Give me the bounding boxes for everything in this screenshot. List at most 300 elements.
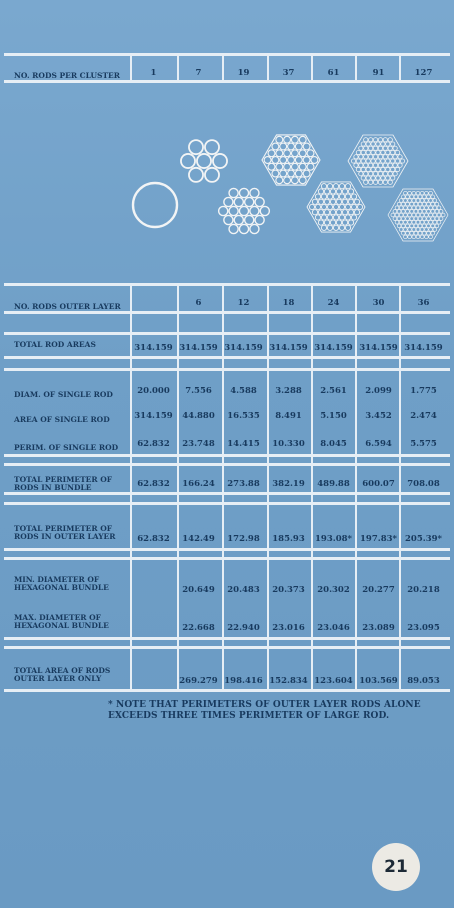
rod-circle: [404, 235, 408, 239]
rod-circle: [373, 180, 377, 184]
rod-circle: [291, 136, 298, 143]
rod-circle: [410, 231, 414, 235]
rod-circle: [288, 170, 295, 177]
rod-circle: [345, 184, 350, 189]
cell: 166.24: [182, 479, 215, 489]
rod-circle: [339, 204, 344, 209]
rod-circle: [295, 143, 302, 150]
cell: 8.491: [275, 411, 302, 421]
rod-circle: [388, 146, 392, 150]
rod-circle: [342, 210, 347, 215]
rod-circle: [224, 197, 233, 206]
rod-circle: [391, 176, 395, 180]
rod-circle: [276, 163, 283, 170]
rod-circle: [373, 172, 377, 176]
cell: 20.000: [137, 386, 170, 396]
cell: 4.588: [230, 386, 257, 396]
rod-circle: [356, 167, 360, 171]
rod-circle: [345, 215, 350, 220]
rod-circle: [368, 172, 372, 176]
rod-circle: [371, 142, 375, 146]
cell: 7.556: [185, 386, 212, 396]
rod-circle: [408, 228, 412, 232]
cell: 62.832: [137, 534, 170, 544]
rod-circle: [368, 138, 372, 142]
rod-circle: [401, 195, 405, 199]
rod-circle: [342, 189, 347, 194]
rod-circle: [425, 206, 429, 210]
rod-circle: [361, 176, 365, 180]
rod-circle: [418, 210, 422, 214]
rod-circle: [378, 180, 382, 184]
rod-circle: [418, 195, 422, 199]
cell: 198.416: [224, 676, 263, 686]
rod-circle: [416, 206, 420, 210]
rod-circle: [356, 159, 360, 163]
cell: 12: [237, 298, 250, 308]
rod-circle: [359, 163, 363, 167]
rod-circle: [333, 225, 338, 230]
rod-circle: [318, 199, 323, 204]
rod-circle: [250, 188, 259, 197]
rod-circle: [373, 155, 377, 159]
row-label: AREA OF SINGLE ROD: [14, 415, 110, 424]
cell: 3.288: [275, 386, 302, 396]
rod-circle: [354, 210, 359, 215]
rod-circle: [345, 194, 350, 199]
cell: 382.19: [272, 479, 305, 489]
rod-circle: [412, 213, 416, 217]
rod-circle: [404, 206, 408, 210]
cell: 123.604: [314, 676, 353, 686]
rod-circle: [401, 202, 405, 206]
cell: 314.159: [134, 343, 173, 353]
rod-circle: [364, 146, 368, 150]
rod-circle: [441, 213, 445, 217]
rule: [4, 356, 450, 359]
header-19: 19: [237, 68, 250, 78]
rod-circle: [318, 220, 323, 225]
rod-circle: [376, 159, 380, 163]
rod-circle: [327, 215, 332, 220]
cell: 89.053: [407, 676, 440, 686]
rod-circle: [351, 215, 356, 220]
rod-circle: [410, 224, 414, 228]
rod-circle: [321, 204, 326, 209]
rod-circle: [364, 172, 368, 176]
cell: 16.535: [227, 411, 260, 421]
rod-circle: [376, 150, 380, 154]
rod-circle: [388, 180, 392, 184]
cell: 142.49: [182, 534, 215, 544]
rod-circle: [416, 191, 420, 195]
rod-circle: [239, 224, 248, 233]
rod-circle: [431, 202, 435, 206]
rod-circle: [368, 163, 372, 167]
rod-circle: [288, 157, 295, 164]
rod-circle: [397, 224, 401, 228]
cell: 23.089: [362, 623, 395, 633]
rod-circle: [412, 220, 416, 224]
rod-circle: [433, 220, 437, 224]
cell: 22.668: [182, 623, 215, 633]
rod-circle: [435, 202, 439, 206]
rod-circle: [414, 217, 418, 221]
footnote: * NOTE THAT PERIMETERS OF OUTER LAYER RODS ALONE EXCEEDS THREE TIMES PERIMETER OF LARGE ROD.: [108, 700, 421, 721]
cell: 708.08: [407, 479, 440, 489]
rod-circle: [433, 228, 437, 232]
rod-circle: [250, 224, 259, 233]
rod-circle: [234, 197, 243, 206]
row-label: TOTAL ROD AREAS: [14, 340, 96, 349]
rule: [4, 80, 450, 83]
cell: 193.08*: [315, 534, 352, 544]
cell: 314.159: [314, 343, 353, 353]
rod-circle: [397, 210, 401, 214]
rod-circle: [376, 167, 380, 171]
rod-circle: [376, 142, 380, 146]
rod-circle: [219, 206, 228, 215]
rod-circle: [315, 204, 320, 209]
cell: 314.159: [224, 343, 263, 353]
rod-circle: [414, 202, 418, 206]
rod-circle: [418, 231, 422, 235]
rod-circle: [418, 224, 422, 228]
cell: 8.045: [320, 439, 347, 449]
rod-circle: [431, 195, 435, 199]
cell: 23.748: [182, 439, 215, 449]
rule: [4, 689, 450, 692]
rod-circle: [295, 157, 302, 164]
rod-circle: [418, 217, 422, 221]
rod-circle: [408, 220, 412, 224]
rod-circle: [280, 170, 287, 177]
rod-circle: [393, 172, 397, 176]
cell: 22.940: [227, 623, 260, 633]
rod-circle: [264, 157, 271, 164]
rod-circle: [386, 150, 390, 154]
rod-circle: [373, 138, 377, 142]
rod-circle: [295, 170, 302, 177]
rule: [4, 311, 450, 314]
header-1: 1: [150, 68, 157, 78]
rod-circle: [422, 224, 426, 228]
rod-circle: [406, 217, 410, 221]
rod-bundle-diagram: [120, 125, 450, 250]
rod-circle: [433, 213, 437, 217]
rod-circle: [354, 163, 358, 167]
rod-circle: [327, 204, 332, 209]
rod-circle: [307, 163, 314, 170]
rod-circle: [383, 155, 387, 159]
header-row: [4, 56, 450, 80]
rod-circle: [406, 231, 410, 235]
rod-circle: [383, 138, 387, 142]
rod-circle: [327, 194, 332, 199]
cell: 1.775: [410, 386, 437, 396]
rod-circle: [288, 143, 295, 150]
rod-circle: [429, 191, 433, 195]
rod-circle: [410, 217, 414, 221]
rod-circle: [371, 159, 375, 163]
cell: 314.159: [134, 411, 173, 421]
rule: [4, 492, 450, 495]
rod-circle: [404, 228, 408, 232]
rod-circle: [339, 194, 344, 199]
rule: [4, 454, 450, 457]
rod-circle: [427, 217, 431, 221]
rod-circle: [197, 154, 211, 168]
rod-circle: [345, 225, 350, 230]
rod-circle: [303, 157, 310, 164]
rod-circle: [205, 140, 219, 154]
rod-circle: [318, 189, 323, 194]
rod-circle: [339, 215, 344, 220]
rod-circle: [388, 138, 392, 142]
rod-circle: [364, 138, 368, 142]
cell: 62.832: [137, 479, 170, 489]
cell: 2.099: [365, 386, 392, 396]
row-label: MIN. DIAMETER OF HEXAGONAL BUNDLE: [14, 575, 109, 592]
cell: 172.98: [227, 534, 260, 544]
cell: [131, 560, 176, 598]
rod-circle: [425, 199, 429, 203]
rod-circle: [327, 184, 332, 189]
cell: 197.83*: [360, 534, 397, 544]
row-label: TOTAL AREA OF RODS OUTER LAYER ONLY: [14, 666, 111, 683]
rod-circle: [399, 213, 403, 217]
rod-circle: [378, 172, 382, 176]
rod-circle: [412, 199, 416, 203]
rod-circle: [229, 224, 238, 233]
rod-circle: [315, 194, 320, 199]
row-outer-layer: [4, 286, 450, 311]
rod-circle: [425, 228, 429, 232]
rod-circle: [205, 168, 219, 182]
header-127: 127: [414, 68, 433, 78]
rod-circle: [361, 167, 365, 171]
rod-circle: [383, 180, 387, 184]
row-label: TOTAL PERIMETER OF RODS IN OUTER LAYER: [14, 524, 116, 541]
rod-circle: [412, 228, 416, 232]
rod-circle: [354, 155, 358, 159]
rod-circle: [401, 231, 405, 235]
rod-circle: [391, 167, 395, 171]
rod-circle: [429, 213, 433, 217]
rod-circle: [425, 191, 429, 195]
rod-circle: [420, 191, 424, 195]
rod-circle: [321, 184, 326, 189]
rod-circle: [437, 213, 441, 217]
rod-circle: [229, 188, 238, 197]
rod-circle: [309, 204, 314, 209]
rod-circle: [361, 142, 365, 146]
rod-circle: [324, 220, 329, 225]
rod-circle: [250, 206, 259, 215]
rod-circle: [395, 167, 399, 171]
rod-circle: [398, 163, 402, 167]
rod-circle: [425, 220, 429, 224]
rod-circle: [425, 213, 429, 217]
rod-circle: [245, 197, 254, 206]
rod-circle: [431, 224, 435, 228]
rod-circle: [422, 231, 426, 235]
rod-circle: [391, 142, 395, 146]
rod-circle: [366, 142, 370, 146]
rod-circle: [255, 197, 264, 206]
row-area-single-rod: [4, 399, 450, 424]
rod-circle: [433, 206, 437, 210]
rod-circle: [429, 235, 433, 239]
rod-circle: [213, 154, 227, 168]
rod-circle: [330, 210, 335, 215]
rod-circle: [386, 159, 390, 163]
rod-circle: [406, 202, 410, 206]
rod-circle: [299, 163, 306, 170]
rod-circle: [333, 215, 338, 220]
rod-circle: [276, 177, 283, 184]
row-min-diameter: [4, 560, 450, 598]
rod-circle: [420, 213, 424, 217]
rod-circle: [406, 210, 410, 214]
rod-circle: [383, 163, 387, 167]
rod-circle: [408, 235, 412, 239]
page-number: 21: [372, 843, 420, 891]
rod-circle: [420, 220, 424, 224]
rod-circle: [422, 202, 426, 206]
single-rod-icon: [133, 183, 177, 227]
cluster-91-icon: [348, 135, 408, 187]
rod-circle: [336, 220, 341, 225]
rod-circle: [391, 213, 395, 217]
rod-circle: [330, 199, 335, 204]
cluster-19-icon: [219, 188, 270, 233]
rod-circle: [425, 235, 429, 239]
rod-circle: [333, 194, 338, 199]
rod-circle: [433, 199, 437, 203]
cell: 314.159: [404, 343, 443, 353]
rod-circle: [395, 206, 399, 210]
row-label: MAX. DIAMETER OF HEXAGONAL BUNDLE: [14, 613, 109, 630]
rod-circle: [435, 210, 439, 214]
rod-circle: [416, 220, 420, 224]
row-diam-single-rod: [4, 371, 450, 399]
cell: 314.159: [359, 343, 398, 353]
rod-circle: [272, 143, 279, 150]
rod-circle: [420, 235, 424, 239]
rod-circle: [398, 155, 402, 159]
rod-circle: [376, 176, 380, 180]
rod-circle: [422, 210, 426, 214]
rod-circle: [324, 199, 329, 204]
header-label: NO. RODS PER CLUSTER: [14, 71, 120, 80]
rod-circle: [318, 210, 323, 215]
cell: 273.88: [227, 479, 260, 489]
rod-circle: [189, 140, 203, 154]
rod-circle: [422, 217, 426, 221]
rod-circle: [291, 150, 298, 157]
rod-circle: [404, 220, 408, 224]
rod-circle: [386, 176, 390, 180]
rod-circle: [397, 217, 401, 221]
rod-circle: [357, 204, 362, 209]
rod-circle: [272, 170, 279, 177]
cell: 2.561: [320, 386, 347, 396]
cell: 36: [417, 298, 430, 308]
rod-circle: [378, 146, 382, 150]
rod-circle: [401, 224, 405, 228]
rod-circle: [420, 199, 424, 203]
rod-circle: [408, 213, 412, 217]
rod-circle: [351, 194, 356, 199]
rod-circle: [366, 150, 370, 154]
rod-circle: [348, 189, 353, 194]
cell: 103.569: [359, 676, 398, 686]
rod-circle: [406, 195, 410, 199]
rod-circle: [351, 204, 356, 209]
cell: [131, 649, 176, 689]
rod-circle: [348, 199, 353, 204]
rod-circle: [260, 206, 269, 215]
rod-circle: [356, 150, 360, 154]
cell: 23.016: [272, 623, 305, 633]
cell: 205.39*: [405, 534, 442, 544]
rod-circle: [427, 210, 431, 214]
rod-circle: [339, 225, 344, 230]
rod-circle: [336, 189, 341, 194]
cell: 600.07: [362, 479, 395, 489]
rule: [4, 637, 450, 640]
rod-circle: [412, 206, 416, 210]
cluster-7-icon: [181, 140, 227, 182]
rod-circle: [276, 136, 283, 143]
cell: 62.832: [137, 439, 170, 449]
rod-circle: [321, 215, 326, 220]
rod-circle: [342, 199, 347, 204]
cell: 152.834: [269, 676, 308, 686]
rod-circle: [291, 177, 298, 184]
rod-circle: [395, 220, 399, 224]
rod-circle: [351, 159, 355, 163]
rod-circle: [404, 191, 408, 195]
rod-circle: [312, 199, 317, 204]
cell: 23.046: [317, 623, 350, 633]
rod-circle: [234, 215, 243, 224]
rod-circle: [404, 199, 408, 203]
rod-circle: [371, 176, 375, 180]
rod-circle: [189, 168, 203, 182]
rod-circle: [330, 220, 335, 225]
cell: 20.483: [227, 585, 260, 595]
rod-circle: [435, 224, 439, 228]
rod-circle: [378, 155, 382, 159]
rod-circle: [393, 146, 397, 150]
rod-circle: [406, 224, 410, 228]
rod-circle: [420, 228, 424, 232]
rod-circle: [408, 206, 412, 210]
rod-circle: [321, 225, 326, 230]
rod-circle: [399, 220, 403, 224]
rod-circle: [321, 194, 326, 199]
rod-circle: [311, 157, 318, 164]
rod-circle: [299, 150, 306, 157]
rod-circle: [395, 159, 399, 163]
rod-circle: [427, 231, 431, 235]
rod-circle: [381, 176, 385, 180]
rod-circle: [280, 157, 287, 164]
rod-circle: [359, 172, 363, 176]
rod-circle: [333, 204, 338, 209]
